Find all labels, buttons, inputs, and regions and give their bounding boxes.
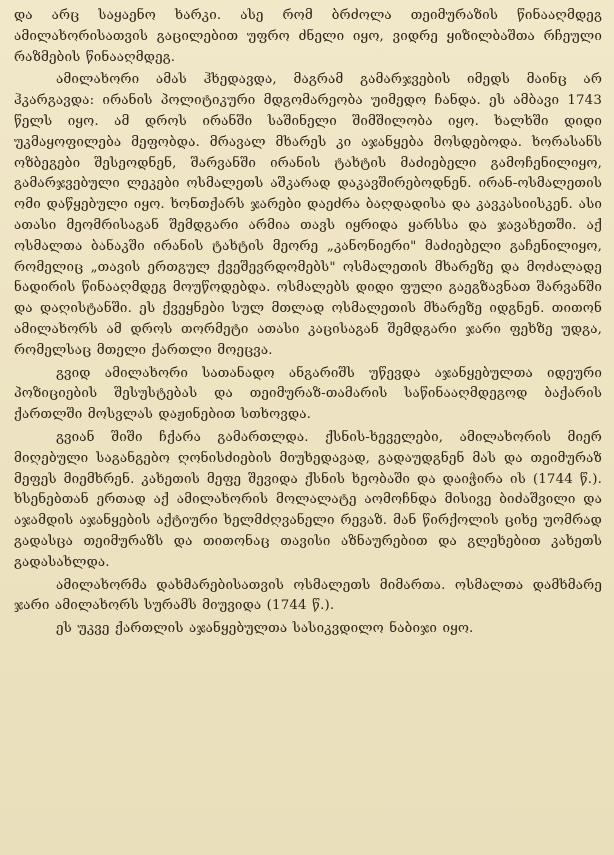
paragraph-5: ამილახორმა დახმარებისათვის ოსმალეთს მიმართა. ოსმალთა დამხმარე ჯარი ამილახორს სურამს მიუვიდა (1744 წ.). (14, 577, 602, 614)
paragraph-4: გვიან შიში ჩქარა გამართლდა. ქსნის-ხეველები, ამილახორის მიერ მიღებული საგანგებო ღონისძიების მიუხედავად, გადაუდგნენ მას და თეიმურაზ მეფეს მიემხრენ. კახეთის მეფე შევიდა ქსნის ხეობაში და დაიჭირა ის (1744 წ.). ხსენებთან ერთად აქ ამილახორის მოლალატე აომოჩნდა მისივე ბიძაშვილი და აჯამდის აჯანყების აქტიური ხელმძღვანელი რევაზ. მან წირქოლის ციხე უომრად გადასცა თეიმურაზს და თითონაც თავისი აზნაურებით და გლეხებით კახეთს გადასახლდა. (14, 429, 602, 570)
paragraph-3: გვიდ ამილახორი სათანადო ანგარიშს უწევდა აჯანყებულთა იდეური პოზიციების შესუსტებას და თეიმურაზ-თამარის საწინააღმდეგოდ ბაქარის ქართლში მოსვლას დაჟინებით სთხოვდა. (14, 365, 602, 423)
paragraph-6: ეს უკვე ქართლის აჯანყებულთა სასიკვდილო ნაბიჯი იყო. (56, 621, 474, 637)
paragraph-2: ამილახორი ამას ჰხედავდა, მაგრამ გამარჯვების იმედს მაინც არ ჰკარგავდა: ირანის პოლიტიკური მდგომარეობა უიმედო ჩანდა. ეს ამბავი 1743 წელს იყო. ამ დროს ირანში საშინელი შიმშილობა იყო. ხალხში დიდი უკმაყოფილება მეფობდა. მრავალ მხარეს კი აჯანყება მოსდებოდა. ხორასანს ოზბეგები შესეოდნენ, შარვანში ირანის ტახტის მაძიებელი გამოჩენილიყო, გამარჯვებული ლეკები ოსმალეთს აშკარად დაკავშირებოდნენ. ირან-ოსმალეთის ომი დაწყებული იყო. ხონთქარს ჯარები დაეძრა ბაღდადისა და კავკასიისკენ. ასი ათასი მეომრისაგან შემდგარი არმია თავს იყრიდა ყარსსა და ჯავახეთში. აქ ოსმალთა ბანაკში ირანის ტახტის მეორე „კანონიერი" მაძიებელი გაჩენილიყო, რომელიც „თავის ერთგულ ქვეშევრდომებს" ოსმალეთის მხარეზე და მოძალადე ნადირის წინააღმდეგ მოუწოდებდა. ოსმალებს დიდი ფული გაეგზავნათ შარვანში და დაღისტანში. ეს ქვეყნები სულ მთლად ოსმალეთის მხარეზე იდგნენ. თითონ ამილახორს ამ დროს თორმეტი ათასი კაცისაგან შემდგარი ჯარი ფეხზე უდგა, რომელსაც მთელი ქართლი მოეცვა. (14, 72, 602, 358)
paragraph-1: და არც საყაენო ხარკი. ასე რომ ბრძოლა თეიმურაზის წინააღმდეგ ამილახორისათვის გაცილებით უფრო ძნელი იყო, ვიდრე ყიზილბაშთა რჩეული რაზმების წინააღმდეგ. (14, 8, 602, 65)
